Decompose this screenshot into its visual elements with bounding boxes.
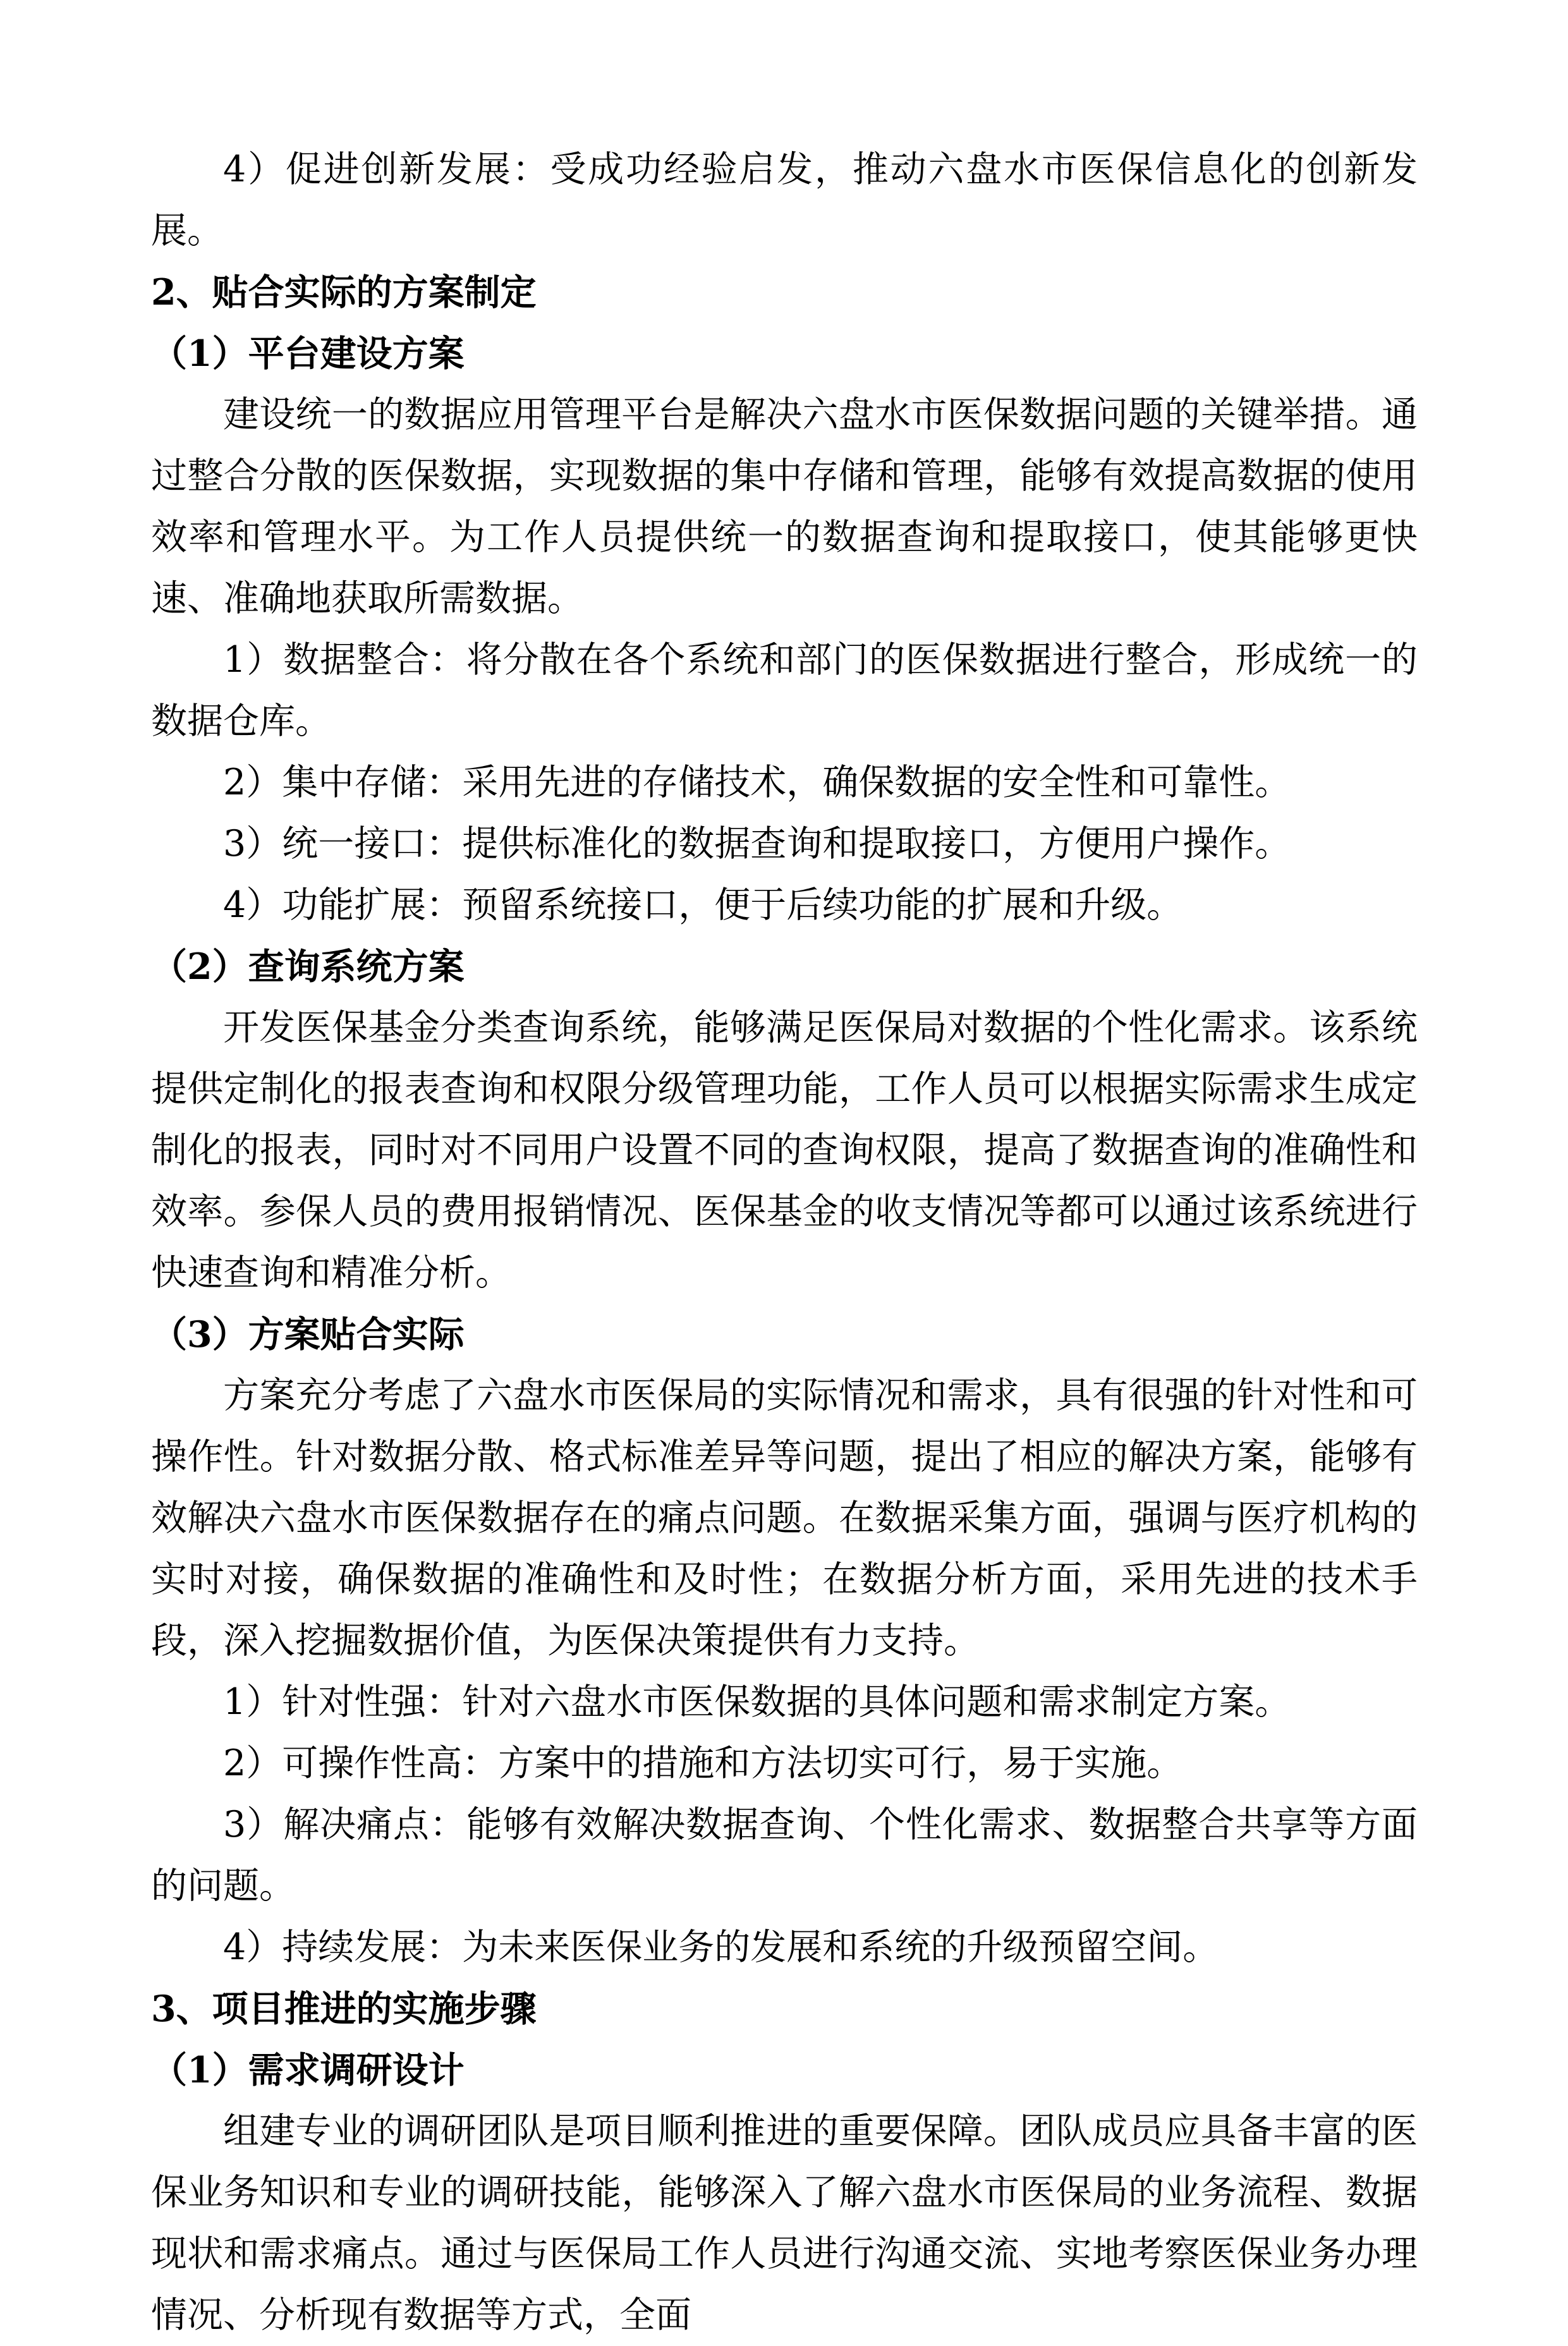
- paragraph: 组建专业的调研团队是项目顺利推进的重要保障。团队成员应具备丰富的医保业务知识和专业的调研技能，能够深入了解六盘水市医保局的业务流程、数据现状和需求痛点。通过与医保局工作人员进行沟通交流、实地考察医保业务办理情况、分析现有数据等方式，全面: [151, 2110, 1418, 2336]
- document-page: [151, 139, 1418, 2346]
- paragraph: 方案充分考虑了六盘水市医保局的实际情况和需求，具有很强的针对性和可操作性。针对数据分散、格式标准差异等问题，提出了相应的解决方案，能够有效解决六盘水市医保数据存在的痛点问题。在数据采集方面，强调与医疗机构的实时对接，确保数据的准确性和及时性；在数据分析方面，采用先进的技术手段，深入挖掘数据价值，为医保决策提供有力支持。: [151, 1375, 1418, 1662]
- list-item: 4）促进创新发展：受成功经验启发，推动六盘水市医保信息化的创新发展。: [151, 149, 1418, 252]
- paragraph: 建设统一的数据应用管理平台是解决六盘水市医保数据问题的关键举措。通过整合分散的医保数据，实现数据的集中存储和管理，能够有效提高数据的使用效率和管理水平。为工作人员提供统一的数据查询和提取接口，使其能够更快速、准确地获取所需数据。: [151, 394, 1418, 619]
- section-heading: 3、项目推进的实施步骤: [151, 1988, 537, 2030]
- list-item: 1）针对性强：针对六盘水市医保数据的具体问题和需求制定方案。: [223, 1681, 1291, 1723]
- section-heading: 2、贴合实际的方案制定: [151, 271, 537, 313]
- subsection-heading: （3）方案贴合实际: [151, 1313, 465, 1356]
- list-item: 4）持续发展：为未来医保业务的发展和系统的升级预留空间。: [223, 1926, 1219, 1968]
- list-item: 2）可操作性高：方案中的措施和方法切实可行，易于实施。: [223, 1742, 1183, 1784]
- list-item: 2）集中存储：采用先进的存储技术，确保数据的安全性和可靠性。: [223, 762, 1291, 803]
- list-item: 3）解决痛点：能够有效解决数据查询、个性化需求、数据整合共享等方面的问题。: [151, 1804, 1418, 1907]
- subsection-heading: （1）需求调研设计: [151, 2049, 465, 2091]
- subsection-heading: （1）平台建设方案: [151, 332, 465, 375]
- list-item: 1）数据整合：将分散在各个系统和部门的医保数据进行整合，形成统一的数据仓库。: [151, 639, 1418, 742]
- subsection-heading: （2）查询系统方案: [151, 945, 465, 988]
- list-item: 4）功能扩展：预留系统接口，便于后续功能的扩展和升级。: [223, 884, 1183, 926]
- list-item: 3）统一接口：提供标准化的数据查询和提取接口，方便用户操作。: [223, 823, 1291, 865]
- paragraph: 开发医保基金分类查询系统，能够满足医保局对数据的个性化需求。该系统提供定制化的报表查询和权限分级管理功能，工作人员可以根据实际需求生成定制化的报表，同时对不同用户设置不同的查询权限，提高了数据查询的准确性和效率。参保人员的费用报销情况、医保基金的收支情况等都可以通过该系统进行快速查询和精准分析。: [151, 1007, 1418, 1294]
